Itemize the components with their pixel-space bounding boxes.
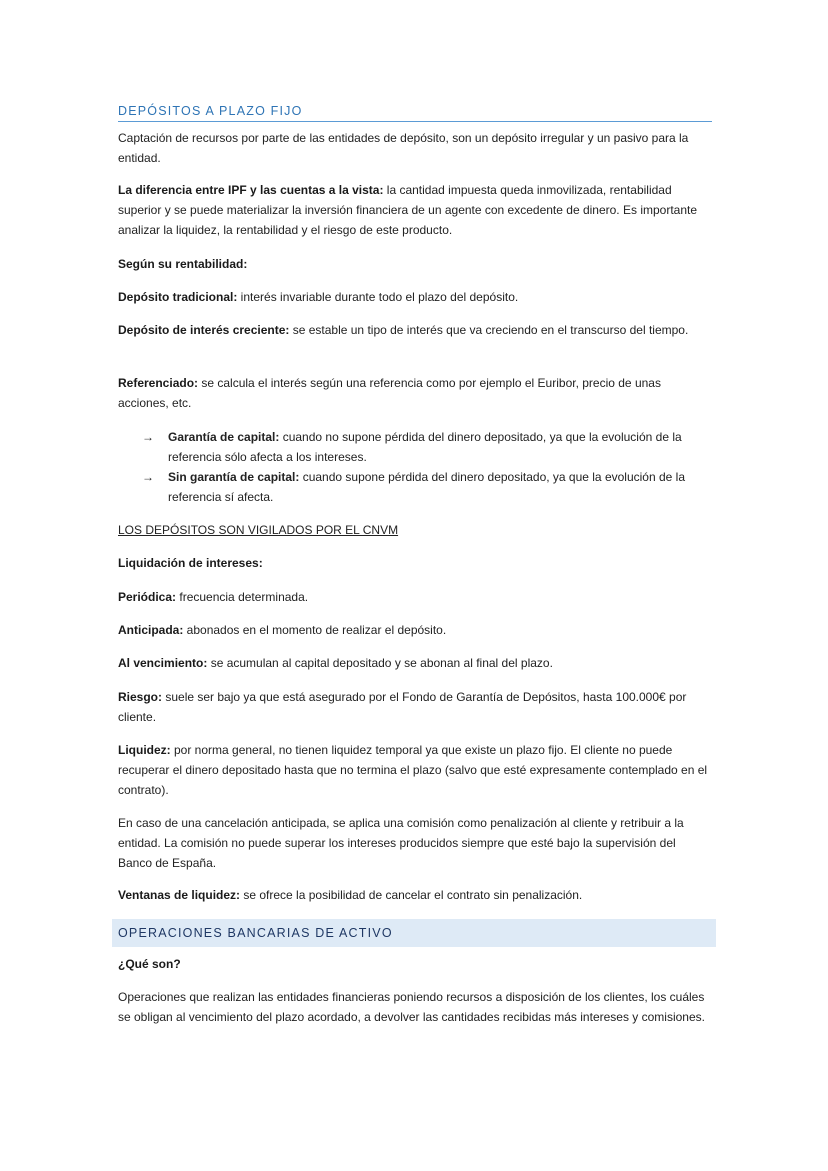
bullet-body: cuando supone pérdida del dinero depositado, ya que la evolución de la referencia sí afecta. [168, 470, 685, 504]
creciente-label: Depósito de interés creciente: [118, 323, 290, 337]
difference-paragraph [118, 180, 712, 240]
difference-label: La diferencia entre IPF y las cuentas a la vista: [118, 183, 384, 197]
vencimiento-paragraph [118, 653, 712, 673]
referenciado-paragraph [118, 373, 712, 413]
riesgo-paragraph [118, 687, 712, 727]
tradicional-paragraph [118, 287, 712, 307]
liquidez-label: Liquidez: [118, 743, 171, 757]
ventanas-label: Ventanas de liquidez: [118, 888, 241, 902]
tradicional-text: interés invariable durante todo el plazo del depósito. [237, 290, 519, 304]
periodica-paragraph [118, 587, 712, 607]
rentabilidad-heading [118, 254, 712, 274]
section-heading-depositos: DEPÓSITOS A PLAZO FIJO [118, 98, 712, 122]
riesgo-label: Riesgo: [118, 690, 163, 704]
periodica-label: Periódica: [118, 590, 177, 604]
bullet-label: Garantía de capital: [168, 430, 280, 444]
arrow-icon: → [142, 430, 154, 444]
liquidez-paragraph [118, 740, 712, 800]
answer-paragraph: Operaciones que realizan las entidades financieras poniendo recursos a disposición de los clientes, los cuáles se obligan al vencimiento del plazo acordado, a devolver las cantidades recibidas más intereses y comisiones. [118, 990, 705, 1024]
referenciado-text: se calcula el interés según una referencia como por ejemplo el Euribor, precio de unas acciones, etc. [118, 376, 661, 410]
anticipada-label: Anticipada: [118, 623, 184, 637]
intro-paragraph: Captación de recursos por parte de las entidades de depósito, son un depósito irregular y un pasivo para la entidad. [118, 131, 689, 165]
section-heading-operaciones: OPERACIONES BANCARIAS DE ACTIVO [112, 919, 716, 947]
riesgo-text: suele ser bajo ya que está asegurado por el Fondo de Garantía de Depósitos, hasta 100.000€ por cliente. [118, 690, 687, 724]
vencimiento-text: se acumulan al capital depositado y se abonan al final del plazo. [207, 656, 553, 670]
ventanas-paragraph [118, 885, 712, 905]
bullet-body: cuando no supone pérdida del dinero depositado, ya que la evolución de la referencia sólo afecta a los intereses. [168, 430, 682, 464]
tradicional-label: Depósito tradicional: [118, 290, 238, 304]
referenciado-label: Referenciado: [118, 376, 199, 390]
cancelacion-paragraph: En caso de una cancelación anticipada, se aplica una comisión como penalización al cliente y retribuir a la entidad. La comisión no puede superar los intereses producidos siempre que esté bajo la supervisión del Banco de España. [118, 816, 684, 870]
creciente-text: se estable un tipo de interés que va creciendo en el transcurso del tiempo. [289, 323, 689, 337]
liquidacion-label: Liquidación de intereses: [118, 556, 263, 570]
periodica-text: frecuencia determinada. [176, 590, 309, 604]
question-label: ¿Qué son? [118, 957, 181, 971]
ventanas-text: se ofrece la posibilidad de cancelar el contrato sin penalización. [240, 888, 583, 902]
question-heading [118, 954, 712, 974]
bullet-label: Sin garantía de capital: [168, 470, 300, 484]
cnvm-line: LOS DEPÓSITOS SON VIGILADOS POR EL CNVM [118, 523, 399, 537]
difference-text: la cantidad impuesta queda inmovilizada, rentabilidad superior y se puede materializar la inversión financiera de un agente con excedente de dinero. Es importante analizar la liquidez, la rentabilidad y el riesgo de este producto. [118, 183, 698, 237]
liquidacion-heading [118, 553, 712, 573]
liquidez-text: por norma general, no tienen liquidez temporal ya que existe un plazo fijo. El cliente no puede recuperar el dinero depositado hasta que no termina el plazo (salvo que esté expresamente contemplado en el contrato). [118, 743, 708, 797]
bullet-text [168, 427, 714, 467]
anticipada-text: abonados en el momento de realizar el depósito. [183, 623, 447, 637]
creciente-paragraph [118, 320, 712, 340]
vencimiento-label: Al vencimiento: [118, 656, 208, 670]
bullet-text [168, 467, 714, 507]
anticipada-paragraph [118, 620, 712, 640]
rentabilidad-label: Según su rentabilidad: [118, 257, 248, 271]
arrow-icon: → [142, 470, 154, 484]
